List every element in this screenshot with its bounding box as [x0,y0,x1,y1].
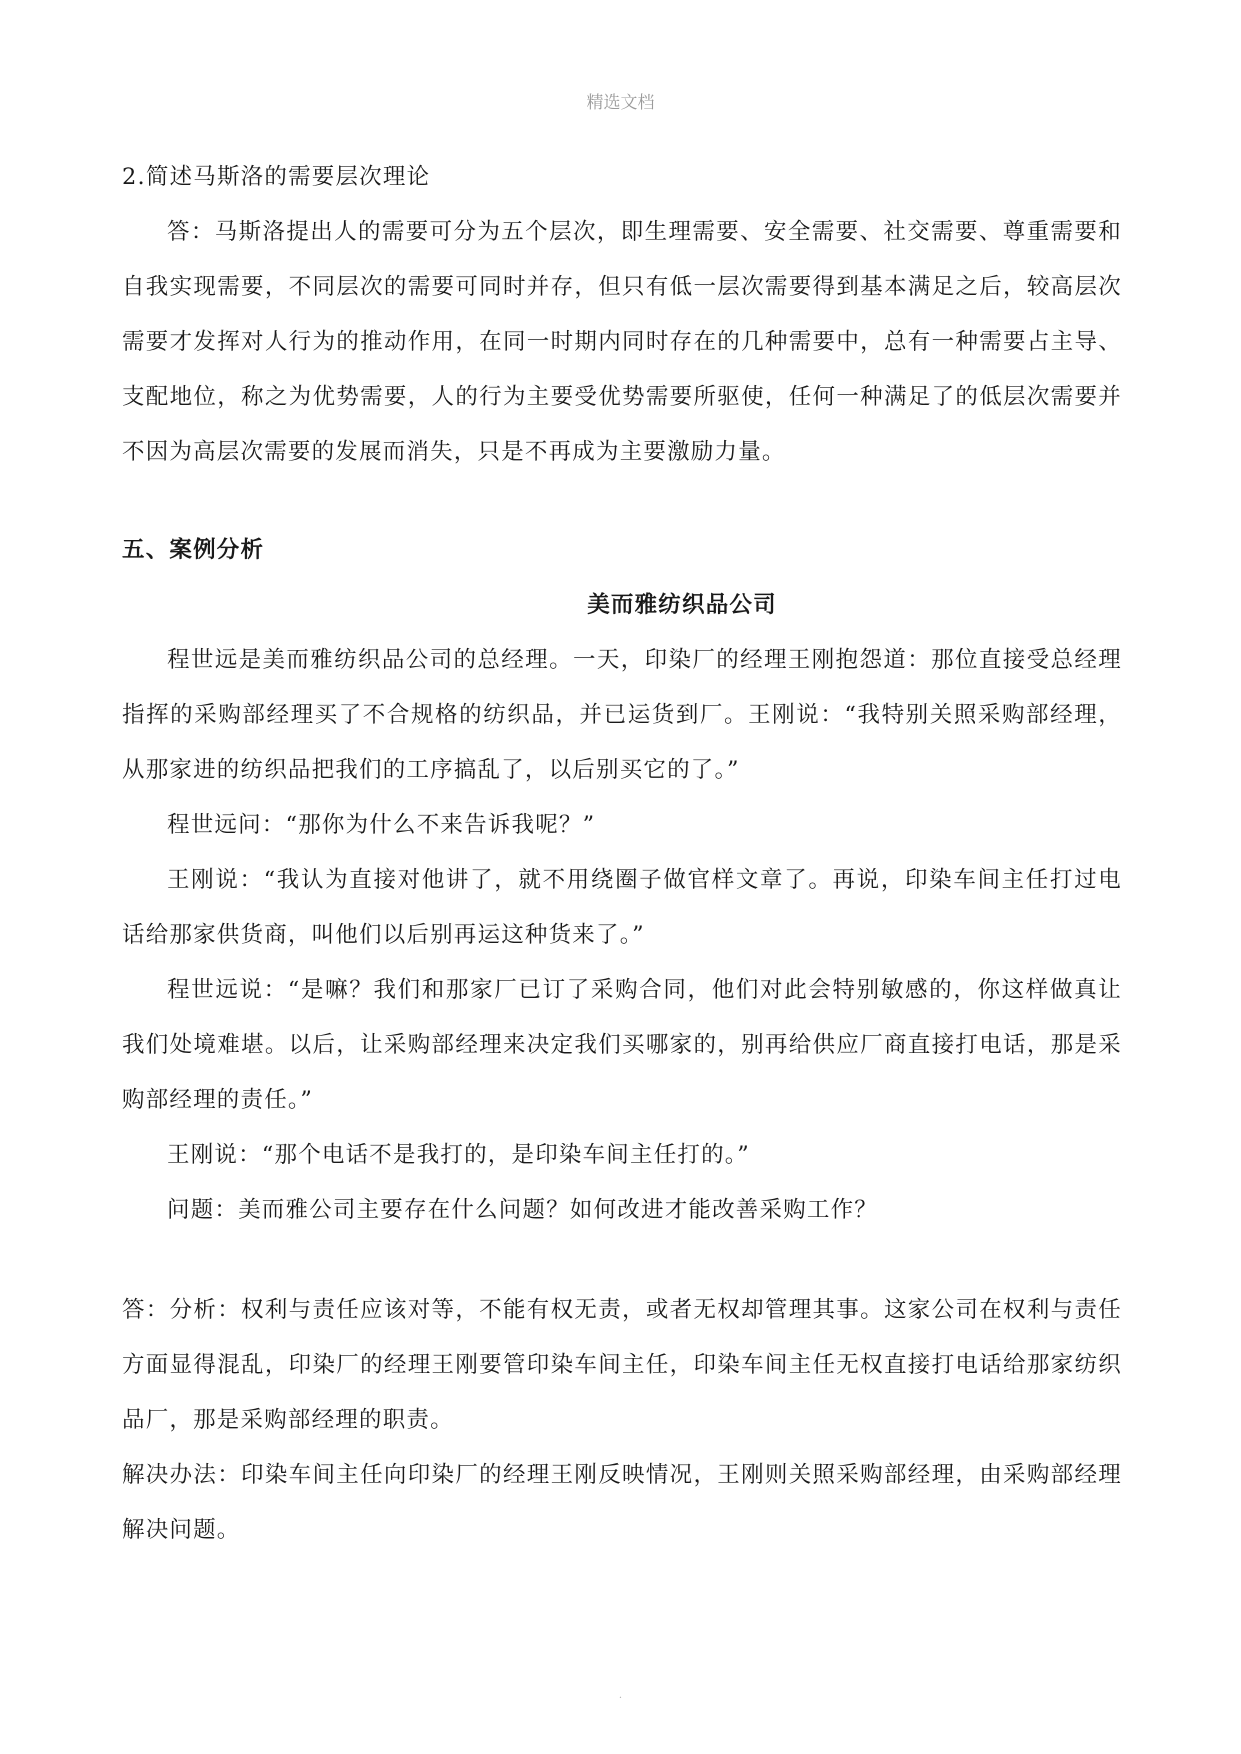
case-paragraph: 程世远问：“那你为什么不来告诉我呢？” [167,812,596,838]
case-question: 问题：美而雅公司主要存在什么问题？如何改进才能改善采购工作？ [167,1197,879,1223]
case-paragraph: 王刚说：“那个电话不是我打的，是印染车间主任打的。” [167,1142,750,1168]
case-paragraph: 程世远说：“是嘛？我们和那家厂已订了采购合同，他们对此会特别敏感的，你这样做真让我们处境难堪。以后，让采购部经理来决定我们买哪家的，别再给供应厂商直接打电话，那是采购部经理的责任。” [122,977,1122,1113]
page-footer: . [618,1690,623,1701]
section-title: 五、案例分析 [122,537,265,563]
case-paragraph: 王刚说：“我认为直接对他讲了，就不用绕圈子做官样文章了。再说，印染车间主任打过电话给那家供货商，叫他们以后别再运这种货来了。” [122,867,1122,948]
case-paragraph: 程世远是美而雅纺织品公司的总经理。一天，印染厂的经理王刚抱怨道：那位直接受总经理指挥的采购部经理买了不合规格的纺织品，并已运货到厂。王刚说：“我特别关照采购部经理，从那家进的纺织品把我们的工序搞乱了，以后别买它的了。” [122,647,1122,783]
case-answer: 答：分析：权利与责任应该对等，不能有权无责，或者无权却管理其事。这家公司在权利与责任方面显得混乱，印染厂的经理王刚要管印染车间主任，印染车间主任无权直接打电话给那家纺织品厂，那是采购部经理的职责。 [122,1297,1122,1433]
question-answer: 答：马斯洛提出人的需要可分为五个层次，即生理需要、安全需要、社交需要、尊重需要和自我实现需要，不同层次的需要可同时并存，但只有低一层次需要得到基本满足之后，较高层次需要才发挥对人行为的推动作用，在同一时期内同时存在的几种需要中，总有一种需要占主导、支配地位，称之为优势需要，人的行为主要受优势需要所驱使，任何一种满足了的低层次需要并不因为高层次需要的发展而消失，只是不再成为主要激励力量。 [122,219,1122,465]
page-header: 精选文档 [586,93,655,113]
case-title: 美而雅纺织品公司 [587,592,777,618]
question-title: 2.简述马斯洛的需要层次理论 [122,164,431,190]
case-solution: 解决办法：印染车间主任向印染厂的经理王刚反映情况，王刚则关照采购部经理，由采购部经理解决问题。 [122,1462,1122,1543]
document-body [122,150,1122,1558]
